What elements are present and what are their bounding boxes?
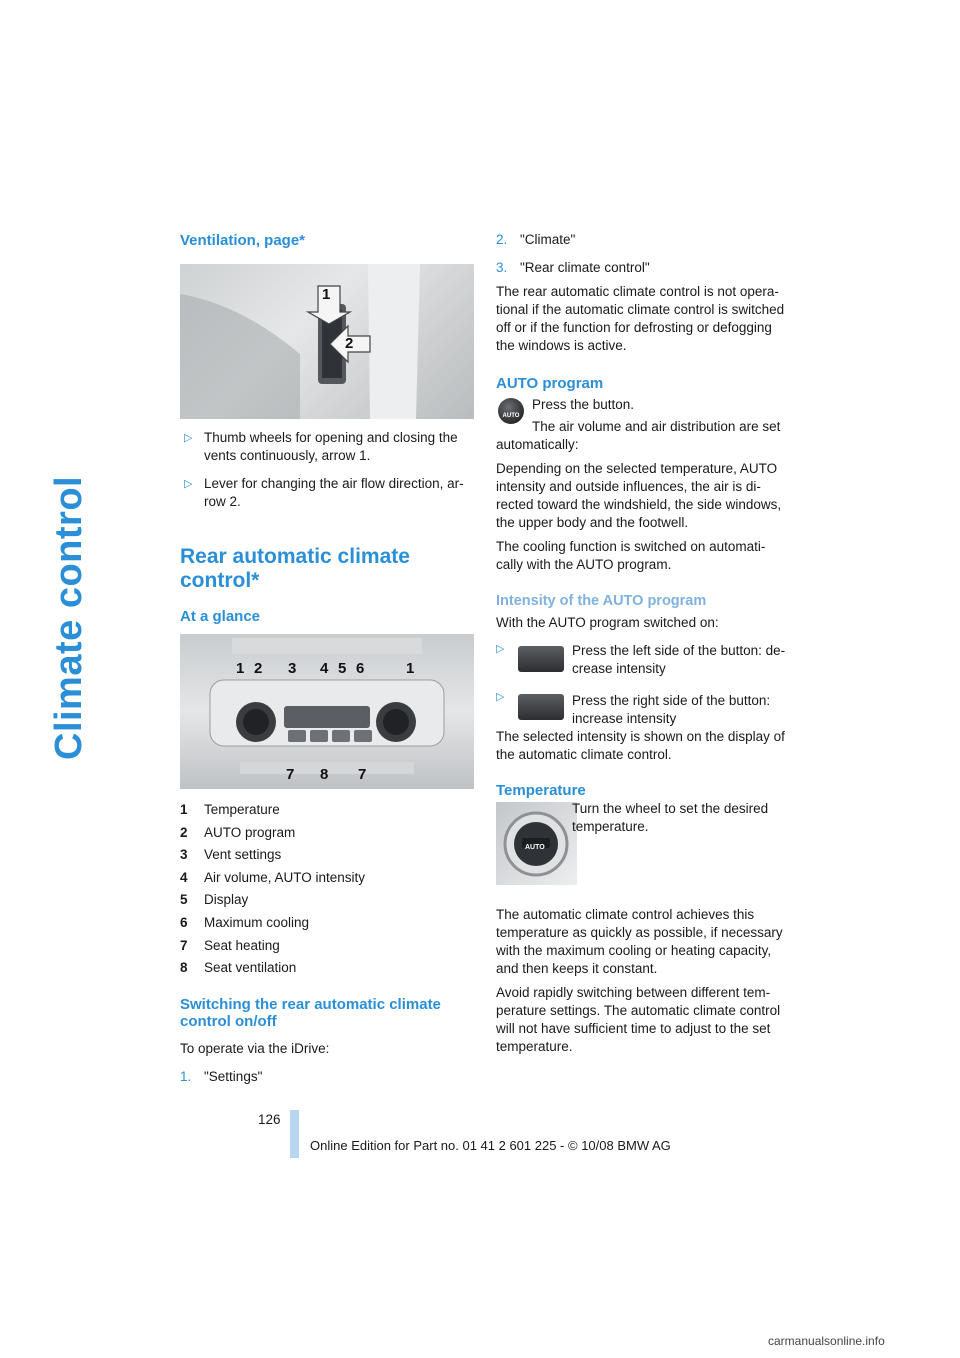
panel-label-2: 2 <box>254 660 263 677</box>
not-operational-text: The rear automatic climate control is not opera-tional if the automatic climate control is switched off or if the function for defrosting or defogging the windows is active. <box>496 284 785 353</box>
right-column <box>496 231 792 1056</box>
auto-program-heading: AUTO program <box>496 375 604 392</box>
ventilation-photo <box>180 264 474 419</box>
increase-intensity-row <box>496 688 792 728</box>
temperature-heading: Temperature <box>496 782 586 799</box>
at-a-glance-heading: At a glance <box>180 608 261 625</box>
panel-label-1-right: 1 <box>406 660 415 677</box>
achieves-text: The automatic climate control achieves this temperature as quickly as possible, if necessary with the maximum cooling or heating capacity, and then keeps it constant. <box>496 907 783 976</box>
switching-heading: Switching the rear automatic climate control on/off <box>180 995 441 1030</box>
legend-item: 3 Vent settings <box>180 847 282 863</box>
legend-item: 1 Temperature <box>180 802 280 817</box>
legend-item: 5 Display <box>180 892 249 908</box>
left-column <box>180 231 474 1086</box>
vent-arrow-label-2: 2 <box>345 335 354 352</box>
panel-label-4: 4 <box>320 660 329 677</box>
panel-label-1: 1 <box>236 660 245 677</box>
panel-legend <box>180 799 474 980</box>
avoid-text: Avoid rapidly switching between different tem-perature settings. The automatic climate control will not have sufficient time to adjust to the set temperature. <box>496 985 781 1054</box>
panel-label-7-left: 7 <box>286 766 295 783</box>
vent-bullet-text-2: Lever for changing the air flow direction, ar-row 2. <box>204 476 464 509</box>
cooling-text: The cooling function is switched on automati-cally with the AUTO program. <box>496 539 766 572</box>
temperature-row <box>496 800 792 886</box>
press-right-text: Press the right side of the button: increase intensity <box>572 693 771 726</box>
panel-label-5: 5 <box>338 660 347 677</box>
footer-bar <box>290 1110 299 1158</box>
press-left-text: Press the left side of the button: de-crease intensity <box>572 643 786 676</box>
bullet-mark: ▷ <box>184 478 193 490</box>
turn-wheel-text: Turn the wheel to set the desired temperature. <box>572 801 769 834</box>
watermark: carmanualsonline.info <box>768 1334 885 1348</box>
auto-button-icon: AUTO <box>498 398 524 424</box>
idrive-intro: To operate via the iDrive: <box>180 1040 330 1056</box>
auto-button-row <box>496 396 792 454</box>
legend-item: 2 AUTO program <box>180 824 296 840</box>
panel-label-3: 3 <box>288 660 297 677</box>
ventilation-heading: Ventilation, page* <box>180 232 306 249</box>
step-1: 1. "Settings" <box>180 1068 263 1084</box>
intensity-heading: Intensity of the AUTO program <box>496 593 707 609</box>
air-volume-text: The air volume and air distribution are set automatically: <box>496 419 781 452</box>
vent-bullet-text-1: Thumb wheels for opening and closing the vents continuously, arrow 1. <box>204 430 458 463</box>
press-button-text: Press the button. <box>532 397 635 412</box>
legend-item: 7 Seat heating <box>180 937 280 953</box>
edition-text: Online Edition for Part no. 01 41 2 601 225 - © 10/08 BMW AG <box>310 1138 671 1153</box>
temperature-wheel-photo <box>496 802 577 885</box>
intensity-button-left-icon <box>518 646 564 672</box>
vent-bullet-1 <box>180 429 474 465</box>
rear-control-panel-photo <box>180 634 474 789</box>
panel-label-8: 8 <box>320 766 329 783</box>
bullet-mark: ▷ <box>496 691 505 703</box>
vent-bullet-2 <box>180 475 474 511</box>
page-number: 126 <box>258 1112 281 1127</box>
selected-intensity-text: The selected intensity is shown on the display of the automatic climate control. <box>496 729 785 762</box>
panel-label-7-right: 7 <box>358 766 367 783</box>
chapter-side-title: Climate control <box>48 475 90 760</box>
legend-item: 6 Maximum cooling <box>180 914 310 930</box>
bullet-mark: ▷ <box>184 432 193 444</box>
legend-item: 4 Air volume, AUTO intensity <box>180 869 366 885</box>
with-auto-text: With the AUTO program switched on: <box>496 615 719 630</box>
decrease-intensity-row <box>496 640 792 682</box>
bullet-mark: ▷ <box>496 643 505 655</box>
intensity-button-right-icon <box>518 694 564 720</box>
step-2: 2. "Climate" <box>496 232 576 247</box>
legend-item: 8 Seat ventilation <box>180 960 297 976</box>
depending-text: Depending on the selected temperature, AUTO intensity and outside influences, the air is di-rected toward the windshield, the side windows, the upper body and the footwell. <box>496 461 782 530</box>
auto-wheel-label: AUTO <box>525 844 545 851</box>
rear-climate-heading: Rear automatic climate control* <box>180 545 410 592</box>
vent-arrow-label-1: 1 <box>322 286 331 303</box>
panel-label-6: 6 <box>356 660 365 677</box>
step-3: 3. "Rear climate control" <box>496 260 650 275</box>
